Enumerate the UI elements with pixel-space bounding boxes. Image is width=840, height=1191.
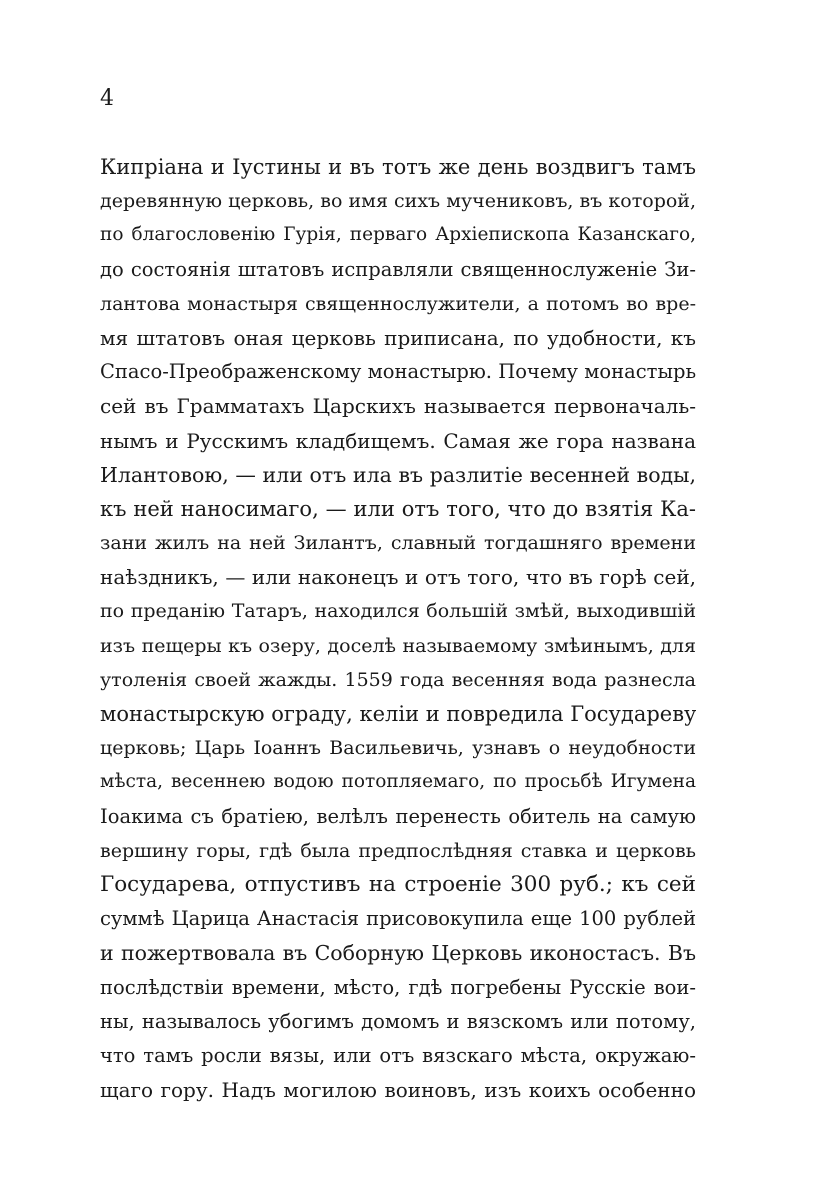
page-number: 4 [100,86,114,111]
text-line: къ ней наносимаго, — или отъ того, что до взятія Ка- [100,496,696,521]
text-line: зани жилъ на ней Зилантъ, славный тогдашняго времени [100,532,696,555]
body-text [100,150,696,1107]
text-line: мѣста, весеннею водою потопляемаго, по просьбѣ Игумена [100,771,696,793]
text-line: наѣздникъ, — или наконецъ и отъ того, что въ горѣ сей, [100,565,696,590]
text-line: вершину горы, гдѣ была предпослѣдняя ставка и церковь [100,839,696,862]
text-line: что тамъ росли вязы, или отъ вязскаго мѣста, окружаю- [100,1043,696,1067]
text-line: ны, называлось убогимъ домомъ и вязскомъ или потому, [100,1009,696,1033]
text-line: по преданію Татаръ, находился большій змѣй, выходившій [100,600,696,623]
text-line: утоленія своей жажды. 1559 года весенняя вода разнесла [100,668,696,691]
text-line: лантова монастыря священнослужители, а потомъ во вре- [100,292,696,315]
text-line: сей въ Грамматахъ Царскихъ называется первоначаль- [100,394,696,419]
text-line: Кипріана и Іустины и въ тотъ же день воздвигъ тамъ [100,155,696,179]
text-line: Спасо-Преображенскому монастырю. Почему монастырь [100,360,696,384]
text-line: щаго гору. Надъ могилою воиновъ, изъ коихъ особенно [100,1078,696,1103]
text-line: до состоянія штатовъ исправляли священнослуженіе Зи- [100,257,696,281]
text-line: мя штатовъ оная церковь приписана, по удобности, къ [100,325,696,350]
text-line: изъ пещеры къ озеру, доселѣ называемому змѣинымъ, для [100,634,696,657]
text-line: церковь; Царь Іоаннъ Васильевичь, узнавъ о неудобности [100,737,696,760]
text-line: Іоакима съ братіею, велѣлъ перенесть обитель на самую [100,804,696,828]
text-line: Илантовою, — или отъ ила въ разлитіе весенней воды, [100,462,696,487]
text-line: по благословенію Гурія, перваго Архіепископа Казанскаго, [100,224,696,246]
text-line: послѣдствіи времени, мѣсто, гдѣ погребены Русскіе вои- [100,975,696,999]
text-line: деревянную церковь, во имя сихъ мучениковъ, въ которой, [100,190,696,213]
text-line: монастырскую ограду, келіи и повредила Государеву [100,702,696,726]
text-line: и пожертвовала въ Соборную Церковь иконостасъ. Въ [100,941,696,966]
text-line: Государева, отпустивъ на строеніе 300 руб.; къ сей [100,871,696,897]
text-line: нымъ и Русскимъ кладбищемъ. Самая же гора названа [100,428,696,453]
text-line: суммѣ Царица Анастасія присовокупила еще 100 рублей [100,907,696,931]
